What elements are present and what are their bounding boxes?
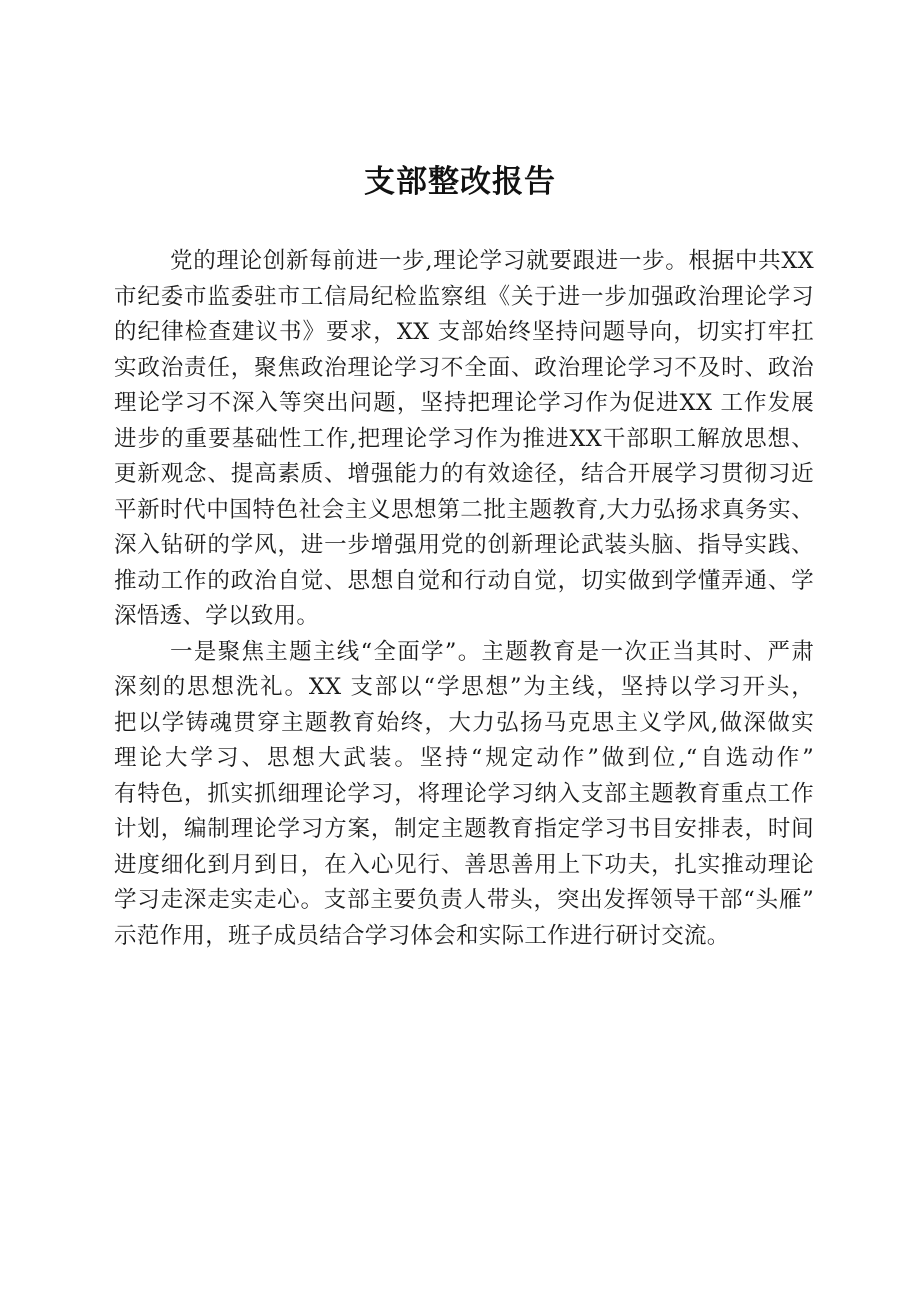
paragraph-line: 示范作用，班子成员结合学习体会和实际工作进行研讨交流。 [114,922,730,949]
paragraph-line: 进步的重要基础性工作,把理论学习作为推进XX干部职工解放思想、 [114,425,814,452]
paragraph-line: 把以学铸魂贯穿主题教育始终，大力弘扬马克思主义学风,做深做实 [114,709,814,736]
paragraph-focus-theme [114,635,814,955]
paragraph-line: 平新时代中国特色社会主义思想第二批主题教育,大力弘扬求真务实、 [114,496,814,523]
paragraph-line: 市纪委市监委驻市工信局纪检监察组《关于进一步加强政治理论学习 [114,283,814,310]
paragraph-line: 计划，编制理论学习方案，制定主题教育指定学习书目安排表，时间 [114,816,814,842]
paragraph-line: 深入钻研的学风，进一步增强用党的创新理论武装头脑、指导实践、 [114,532,814,558]
paragraph-line: 理论大学习、思想大武装。坚持“规定动作”做到位,“自选动作” [114,745,814,771]
paragraph-line: 理论学习不深入等突出问题，坚持把理论学习作为促进XX 工作发展 [114,390,814,416]
paragraph-line: 进度细化到月到日，在入心见行、善思善用上下功夫，扎实推动理论 [114,851,814,878]
paragraph-line: 党的理论创新每前进一步,理论学习就要跟进一步。根据中共XX [170,248,814,274]
paragraph-line: 深刻的思想洗礼。XX 支部以“学思想”为主线，坚持以学习开头， [114,674,814,700]
document-title: 支部整改报告 [364,164,556,200]
paragraph-line: 推动工作的政治自觉、思想自觉和行动自觉，切实做到学懂弄通、学 [114,567,814,594]
paragraph-line: 实政治责任，聚焦政治理论学习不全面、政治理论学习不及时、政治 [114,354,814,381]
paragraph-line: 的纪律检查建议书》要求，XX 支部始终坚持问题导向，切实打牢扛 [114,319,814,345]
document-body [114,244,814,954]
paragraph-line: 深悟透、学以致用。 [114,603,320,629]
paragraph-line: 更新观念、提高素质、增强能力的有效途径，结合开展学习贯彻习近 [114,461,814,487]
paragraph-intro [114,244,814,635]
paragraph-line: 一是聚焦主题主线“全面学”。主题教育是一次正当其时、严肃 [170,638,814,665]
paragraph-line: 学习走深走实走心。支部主要负责人带头，突出发挥领导干部“头雁” [114,887,814,913]
paragraph-line: 有特色，抓实抓细理论学习，将理论学习纳入支部主题教育重点工作 [114,780,814,807]
